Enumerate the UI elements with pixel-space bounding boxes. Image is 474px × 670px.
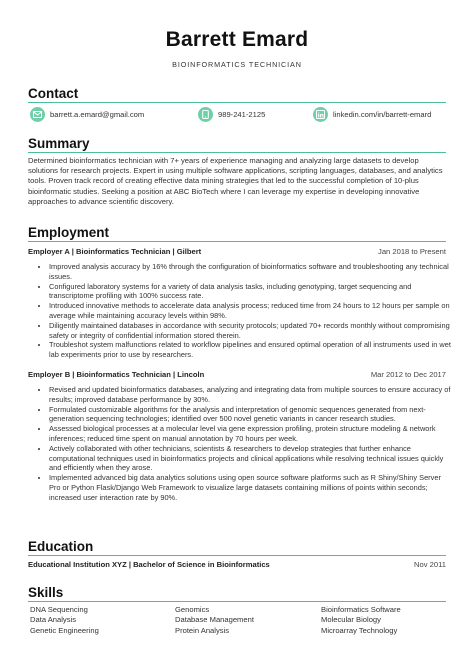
job-bullet: • Implemented advanced big data analytics solutions using open source software platforms such as R Shiny/Shiny Server Pro or Python Flask/Django Web Framework to visualize large datasets containing millions of points within seconds; increased user interaction rate by 90%. bbox=[49, 473, 453, 502]
skill-item: Genomics bbox=[175, 605, 210, 614]
skills-divider bbox=[28, 601, 446, 602]
contact-phone[interactable] bbox=[198, 106, 265, 122]
job-bullet: • Troubleshot system malfunctions related to workflow pipelines and ensured optimal operation of all instruments used in wet lab experiments prior to use by researchers. bbox=[49, 340, 453, 360]
job-bullet: • Formulated customizable algorithms for the analysis and interpretation of genomic sequences generated from next-generation sequencing technologies; identified over 500 novel genetic variants in cancer research studies. bbox=[49, 405, 453, 425]
phone-text: 989-241-2125 bbox=[218, 109, 266, 119]
skill-item: Molecular Biology bbox=[321, 615, 381, 625]
skills-column bbox=[30, 605, 99, 636]
employment-heading: Employment bbox=[28, 225, 110, 240]
summary-heading: Summary bbox=[28, 136, 90, 151]
skill-item: Genetic Engineering bbox=[30, 625, 99, 635]
contact-linkedin[interactable] bbox=[313, 106, 431, 122]
skill-item: Protein Analysis bbox=[175, 625, 230, 635]
summary-text: Determined bioinformatics technician with 7+ years of experience managing and analyzing large datasets to develop solutions for research projects. Expert in using multiple software applications, scripting languages, databases, and analytics tools. Proven track record of creating effective data mining strategies that led to the successful completion of 10-plus bioinformatic studies. Seeking a position at ABC BioTech where I can leverage my expertise in developing innovative approaches to advance scientific discovery. bbox=[28, 156, 443, 206]
contact-email[interactable] bbox=[30, 106, 144, 122]
skill-item: Database Management bbox=[175, 615, 254, 625]
job-bullet: • Actively collaborated with other technicians, scientists & researchers to develop strategies that further enhance computational techniques used in bioinformatics projects and clinical applications while resolving technical issues quickly and efficiently when they arose. bbox=[49, 444, 453, 473]
job-bullet: • Diligently maintained databases in accordance with security protocols; updated 70+ records monthly without compromising safety or integrity of confidential information stored therein. bbox=[49, 321, 453, 341]
job-title: Employer B | Bioinformatics Technician | Lincoln bbox=[28, 370, 205, 379]
skills-column bbox=[321, 605, 401, 636]
education-heading: Education bbox=[28, 539, 94, 554]
education-divider bbox=[28, 555, 446, 556]
job-title: Employer A | Bioinformatics Technician | Gilbert bbox=[28, 247, 202, 256]
email-icon bbox=[30, 107, 45, 122]
skill-item: Bioinformatics Software bbox=[321, 605, 401, 614]
skill-item: Microarray Technology bbox=[321, 625, 398, 635]
job-bullet: • Assessed biological processes at a molecular level via gene expression profiling, protein structure modeling & network inferences; reduced time spent on manual annotation by 70 hours per week. bbox=[49, 424, 453, 444]
job-header bbox=[28, 370, 446, 379]
contact-heading: Contact bbox=[28, 86, 79, 101]
skill-item: DNA Sequencing bbox=[30, 605, 88, 614]
job-bullet: • Improved analysis accuracy by 16% through the configuration of bioinformatics software and troubleshooting any technical issues. bbox=[49, 262, 453, 282]
job-dates: Jan 2018 to Present bbox=[378, 247, 446, 256]
skill-item: Data Analysis bbox=[30, 615, 77, 625]
candidate-name: Barrett Emard bbox=[165, 28, 309, 51]
job-bullet: • Configured laboratory systems for a variety of data analysis tasks, including genotyping, target sequencing and transcriptome profiling with 100% success rate. bbox=[49, 282, 453, 302]
skills-heading: Skills bbox=[28, 585, 64, 600]
employment-divider bbox=[28, 241, 446, 242]
job-bullet: • Revised and updated bioinformatics databases, analyzing and integrating data from multiple sources to ensure accuracy of results; improved database performance by 30%. bbox=[49, 385, 453, 405]
education-degree: Educational Institution XYZ | Bachelor of Science in Bioinformatics bbox=[28, 560, 270, 569]
linkedin-text: linkedin.com/in/barrett-emard bbox=[333, 109, 432, 119]
job-header bbox=[28, 247, 446, 256]
email-text: barrett.a.emard@gmail.com bbox=[50, 109, 145, 119]
job-dates: Mar 2012 to Dec 2017 bbox=[370, 370, 446, 379]
job-role: BIOINFORMATICS TECHNICIAN bbox=[172, 60, 302, 69]
job-bullets bbox=[40, 385, 453, 503]
skills-column bbox=[175, 605, 254, 636]
education-date: Nov 2011 bbox=[414, 560, 446, 569]
contact-divider bbox=[28, 102, 446, 103]
summary-divider bbox=[28, 152, 446, 153]
education-entry bbox=[28, 560, 446, 569]
phone-icon bbox=[198, 107, 213, 122]
linkedin-icon bbox=[313, 107, 328, 122]
job-bullet: • Introduced innovative methods to accelerate data analysis process; reduced time from 24 hours to 12 hours per sample on average while maintaining accuracy levels within 98%. bbox=[49, 301, 453, 321]
job-bullets bbox=[40, 262, 453, 360]
svg-text:in: in bbox=[317, 111, 324, 119]
